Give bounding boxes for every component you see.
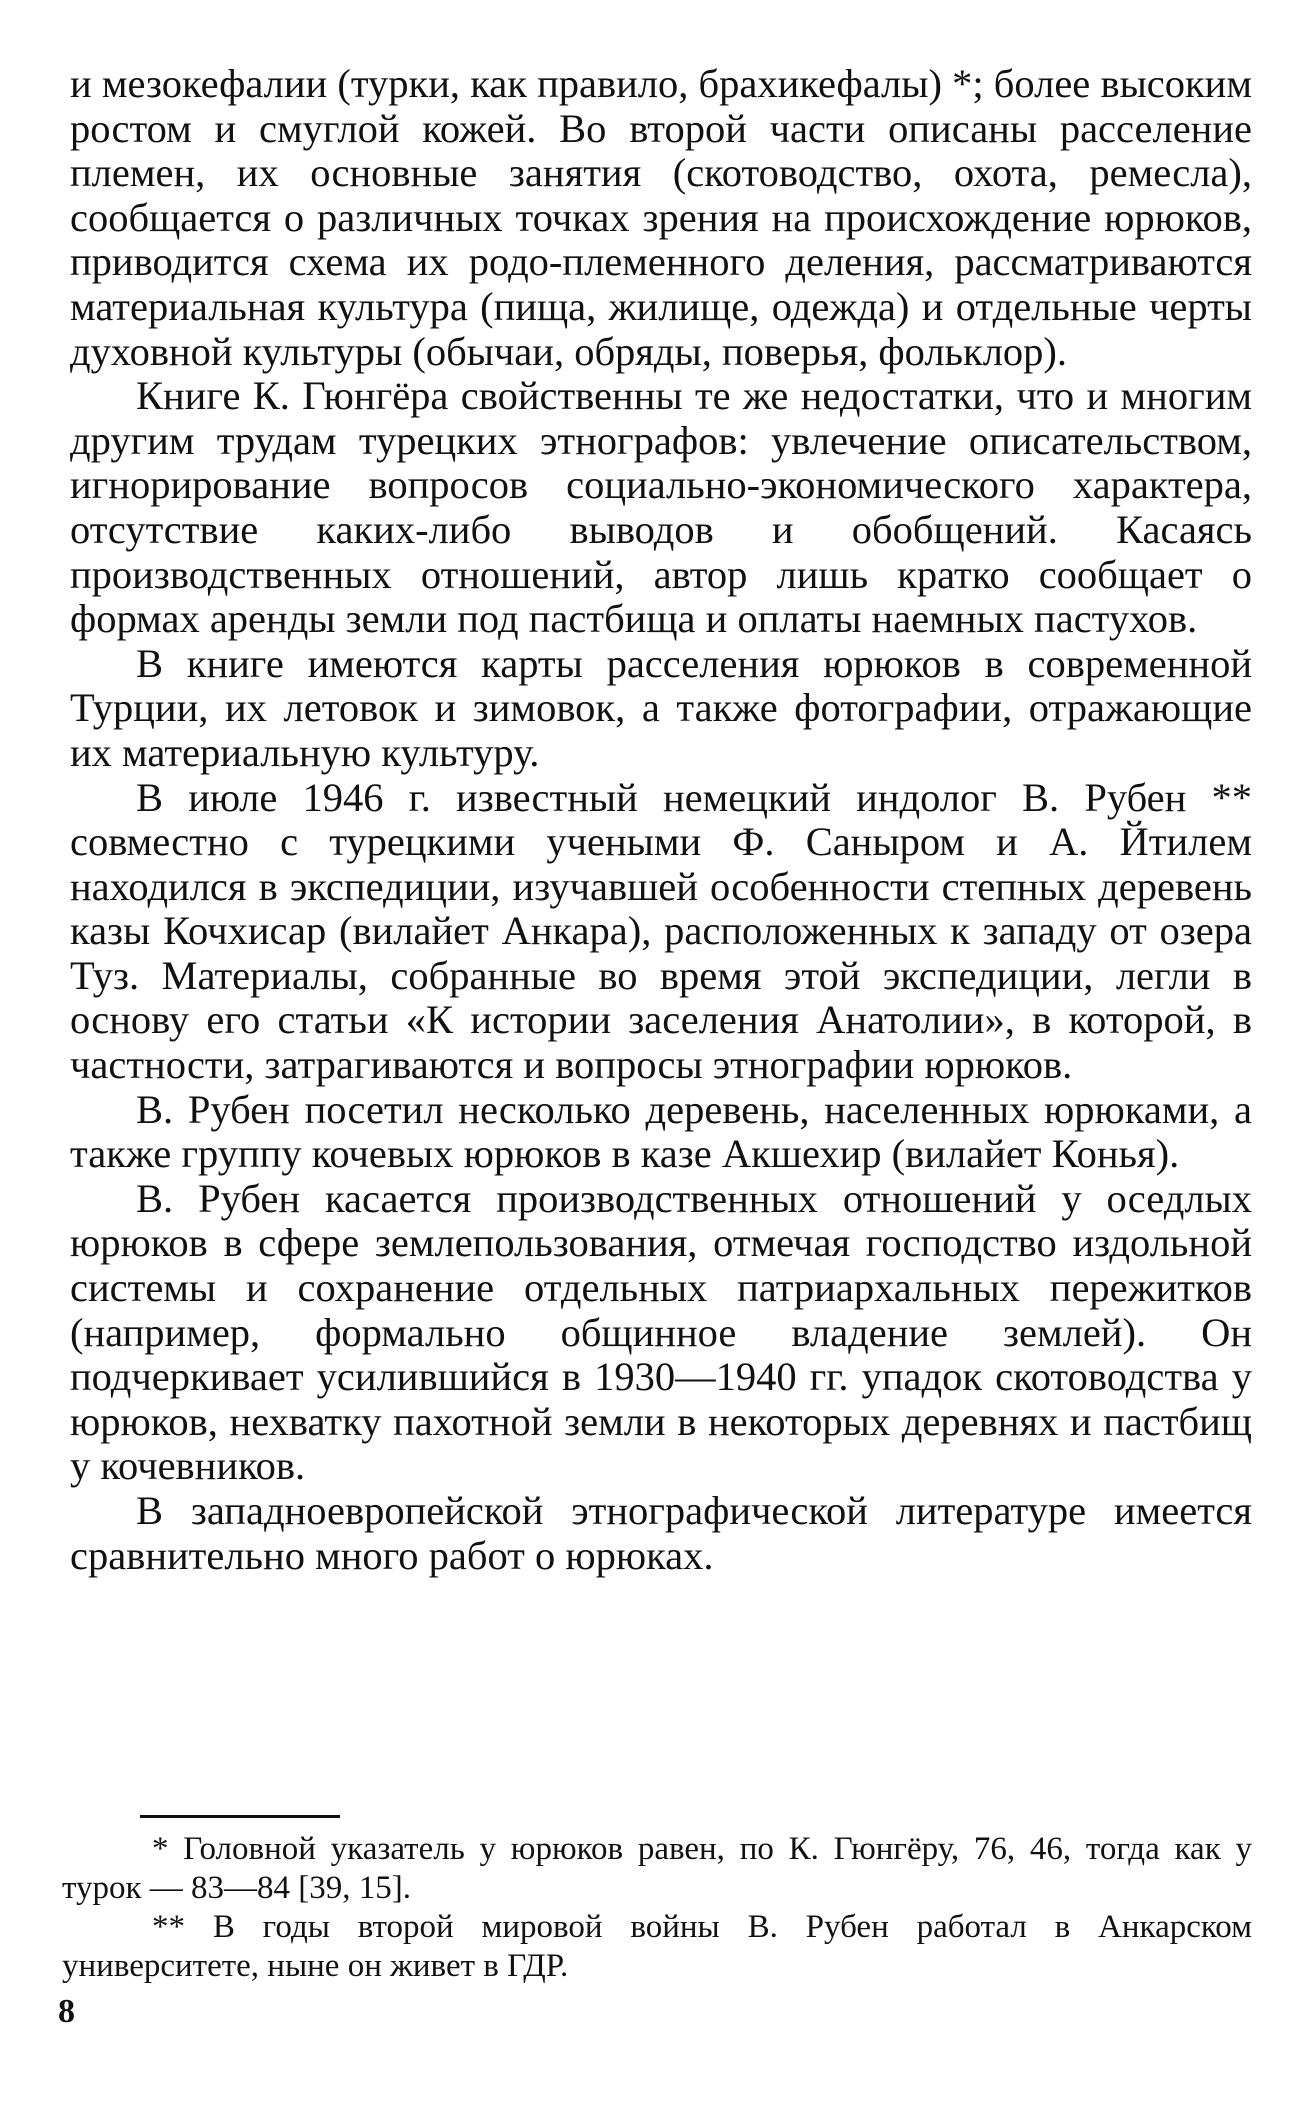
paragraph-2: Книге К. Гюнгёра свойственны те же недостатки, что и многим другим трудам турецких этнографов: увлечение описательством, игнорирование вопросов социально-экономического характера, отсутствие каких-либо выводов и обобщений. Касаясь производственных отношений, автор лишь кратко сообщает о формах аренды земли под пастбища и оплаты наемных пастухов. xyxy=(70,373,1252,642)
footnote-divider xyxy=(140,1815,340,1818)
main-text xyxy=(70,62,1252,1578)
footnotes xyxy=(62,1830,1252,1986)
page-number: 8 xyxy=(58,1993,75,2030)
paragraph-7: В западноевропейской этнографической литературе имеется сравнительно много работ о юрюках. xyxy=(70,1488,1252,1578)
paragraph-4: В июле 1946 г. известный немецкий индолог В. Рубен ** совместно с турецкими учеными Ф. Саныром и А. Йтилем находился в экспедиции, изучавшей особенности степных деревень казы Кочхисар (вилайет Анкара), расположенных к западу от озера Туз. Материалы, собранные во время этой экспедиции, легли в основу его статьи «К истории заселения Анатолии», в которой, в частности, затрагиваются и вопросы этнографии юрюков. xyxy=(70,774,1252,1088)
footnote-2: ** В годы второй мировой войны В. Рубен работал в Анкарском университете, ныне он живет в ГДР. xyxy=(62,1909,1252,1984)
paragraph-1: и мезокефалии (турки, как правило, брахикефалы) *; более высоким ростом и смуглой кожей. Во второй части описаны расселение племен, их основные занятия (скотоводство, охота, ремесла), сообщается о различных точках зрения на происхождение юрюков, приводится схема их родо-племенного деления, рассматриваются материальная культура (пища, жилище, одежда) и отдельные черты духовной культуры (обычаи, обряды, поверья, фольклор). xyxy=(70,61,1252,374)
footnote-1: * Головной указатель у юрюков равен, по К. Гюнгёру, 76, 46, тогда как у турок — 83—84 [39, 15]. xyxy=(62,1831,1252,1906)
paragraph-6: В. Рубен касается производственных отношений у оседлых юрюков в сфере землепользования, отмечая господство издольной системы и сохранение отдельных патриархальных пережитков (например, формально общинное владение землей). Он подчеркивает усилившийся в 1930—1940 гг. упадок скотоводства у юрюков, нехватку пахотной земли в некоторых деревнях и пастбищ у кочевников. xyxy=(70,1175,1252,1489)
paragraph-5: В. Рубен посетил несколько деревень, населенных юрюками, а также группу кочевых юрюков в казе Акшехир (вилайет Конья). xyxy=(70,1086,1252,1177)
paragraph-3: В книге имеются карты расселения юрюков в современной Турции, их летовок и зимовок, а также фотографии, отражающие их материальную культуру. xyxy=(70,640,1252,775)
